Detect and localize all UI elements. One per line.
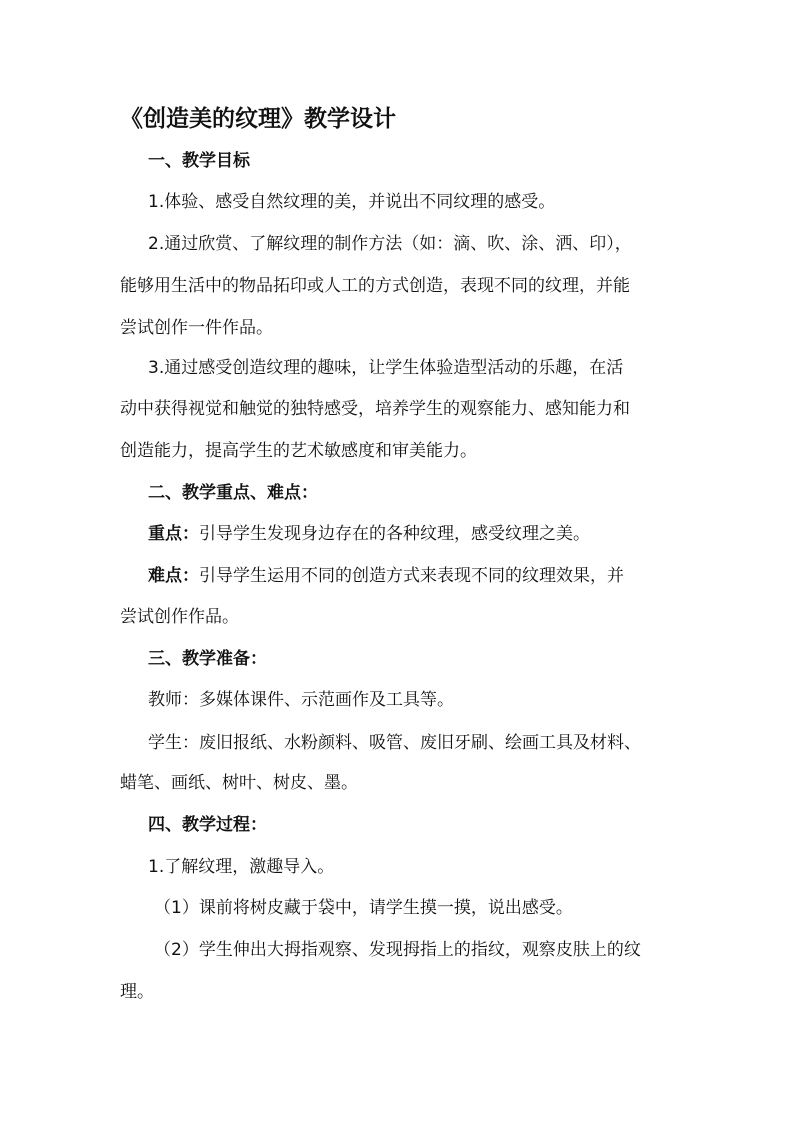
student-preparation-line-2: 蜡笔、画纸、树叶、树皮、墨。 <box>120 773 358 793</box>
process-step-1-b-line-1: （2）学生伸出大拇指观察、发现拇指上的指纹，观察皮肤上的纹 <box>154 940 641 960</box>
section-heading-process: 四、教学过程： <box>148 815 267 835</box>
document-title: 《创造美的纹理》教学设计 <box>120 106 396 132</box>
objective-3-line-2: 动中获得视觉和触觉的独特感受，培养学生的观察能力、感知能力和 <box>120 399 630 419</box>
student-preparation-line-1: 学生：废旧报纸、水粉颜料、吸管、废旧牙刷、绘画工具及材料、 <box>148 733 641 753</box>
difficulty-text-line-2: 尝试创作作品。 <box>120 607 239 627</box>
key-point-label: 重点： <box>148 524 199 544</box>
section-heading-objectives: 一、教学目标 <box>148 151 250 171</box>
process-step-1-b-line-2: 理。 <box>120 982 154 1002</box>
key-point-text: 引导学生发现身边存在的各种纹理，感受纹理之美。 <box>199 524 590 544</box>
key-point <box>148 522 694 546</box>
objective-1: 1.体验、感受自然纹理的美，并说出不同纹理的感受。 <box>148 192 556 212</box>
objective-2-line-2: 能够用生活中的物品拓印或人工的方式创造，表现不同的纹理，并能 <box>120 276 630 296</box>
objective-3-line-3: 创造能力，提高学生的艺术敏感度和审美能力。 <box>120 441 477 461</box>
difficulty <box>148 564 694 588</box>
teacher-preparation: 教师：多媒体课件、示范画作及工具等。 <box>148 690 454 710</box>
difficulty-label: 难点： <box>148 566 199 586</box>
process-step-1: 1.了解纹理，激趣导入。 <box>148 857 335 877</box>
section-heading-preparation: 三、教学准备： <box>148 649 267 669</box>
objective-3-line-1: 3.通过感受创造纹理的趣味，让学生体验造型活动的乐趣，在活 <box>148 358 624 378</box>
objective-2-line-3: 尝试创作一件作品。 <box>120 318 273 338</box>
process-step-1-a: （1）课前将树皮藏于袋中，请学生摸一摸，说出感受。 <box>154 898 573 918</box>
objective-2-line-1: 2.通过欣赏、了解纹理的制作方法（如：滴、吹、涂、洒、印）， <box>148 234 632 254</box>
section-heading-key-points: 二、教学重点、难点： <box>148 483 318 503</box>
difficulty-text-line-1: 引导学生运用不同的创造方式来表现不同的纹理效果，并 <box>199 566 624 586</box>
